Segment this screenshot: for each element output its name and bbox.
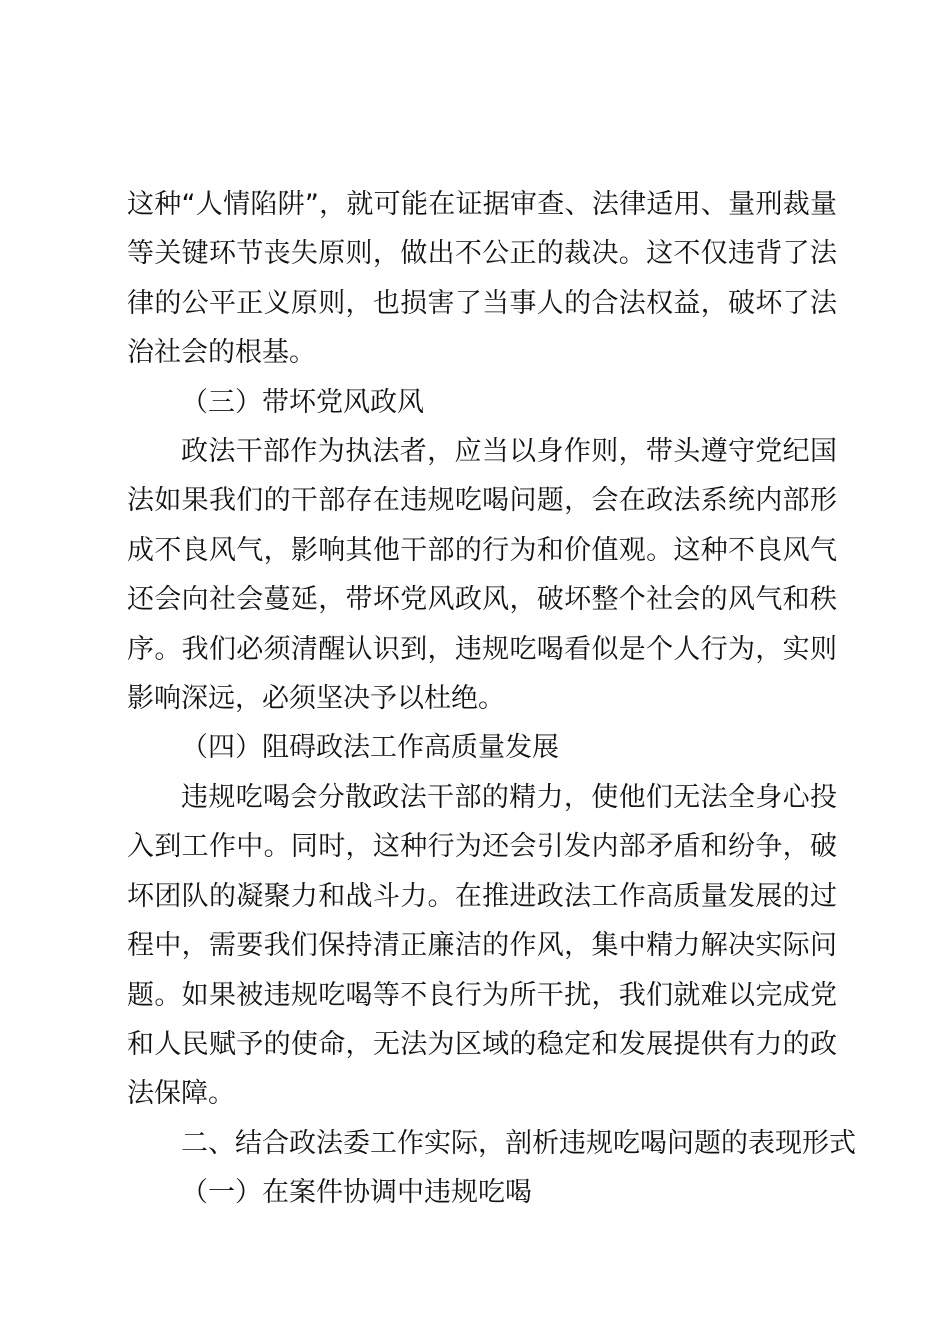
chapter-heading-2: 二、结合政法委工作实际，剖析违规吃喝问题的表现形式 [181, 1127, 856, 1159]
paragraph-continuation: 这种“人情陷阱”，就可能在证据审查、法律适用、量刑裁量等关键环节丧失原则，做出不公正的裁决。这不仅违背了法律的公平正义原则，也损害了当事人的合法权益，破坏了法治社会的根基。 [127, 189, 837, 369]
section-heading-4: （四）阻碍政法工作高质量发展 [181, 732, 559, 764]
paragraph-party-style: 政法干部作为执法者，应当以身作则，带头遵守党纪国法如果我们的干部存在违规吃喝问题，会在政法系统内部形成不良风气，影响其他干部的行为和价值观。这种不良风气还会向社会蔓延，带坏党风政风，破坏整个社会的风气和秩序。我们必须清醒认识到，违规吃喝看似是个人行为，实则影响深远，必须坚决予以杜绝。 [127, 436, 837, 715]
document-body [127, 180, 856, 1218]
section-heading-3: （三）带坏党风政风 [181, 386, 424, 418]
subsection-heading-1: （一）在案件协调中违规吃喝 [181, 1177, 532, 1209]
paragraph-high-quality-development: 违规吃喝会分散政法干部的精力，使他们无法全身心投入到工作中。同时，这种行为还会引发内部矛盾和纷争，破坏团队的凝聚力和战斗力。在推进政法工作高质量发展的过程中，需要我们保持清正廉洁的作风，集中精力解决实际问题。如果被违规吃喝等不良行为所干扰，我们就难以完成党和人民赋予的使命，无法为区域的稳定和发展提供有力的政法保障。 [127, 781, 837, 1110]
